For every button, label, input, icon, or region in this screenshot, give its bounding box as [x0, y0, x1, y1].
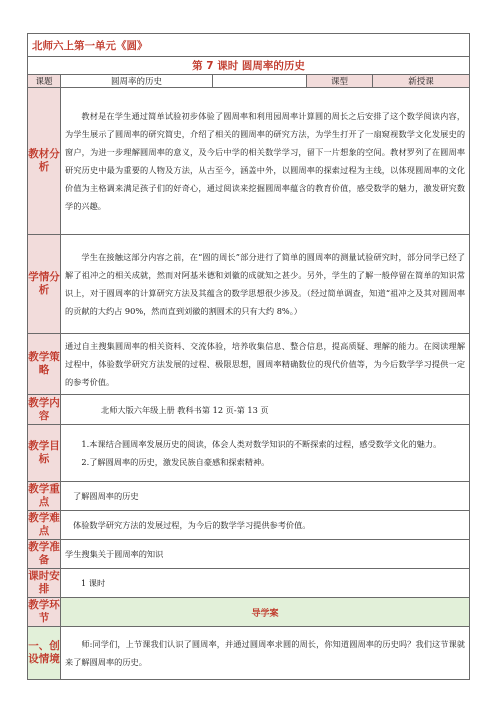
content-label: 教学内容 — [28, 395, 61, 425]
difficulties-label: 教学难点 — [28, 511, 61, 540]
preparation-label: 教学准备 — [28, 540, 61, 569]
intro-row — [28, 627, 470, 680]
content-text: 北师大版六年级上册 教科书第 12 页-第 13 页 — [61, 395, 470, 425]
preparation-row — [28, 540, 470, 569]
goals-row — [28, 425, 470, 482]
textbook-analysis-row — [28, 88, 470, 235]
key-points-text: 了解圆周率的历史 — [61, 482, 470, 511]
goals-text — [61, 425, 470, 482]
topic-value: 圆周率的历史 — [61, 75, 213, 88]
time-row — [28, 569, 470, 598]
preparation-text: 学生搜集关于圆周率的知识 — [61, 540, 470, 569]
topic-value-spacer — [213, 75, 307, 88]
textbook-analysis-text: 教材是在学生通过简单试验初步体验了圆周率和利用园周率计算圆的周长之后安排了这个数学阅读内容，为学生展示了圆周率的研究简史，介绍了相关的圆周率的研究方法，为学生打开了一扇窥视数学文化发展史的窗户，为进一步理解圆周率的意义，及今后中学的相关数学学习，留下一片想象的空间。教材罗列了在圆周率研究历史中最为重要的人物及方法，从古至今，涵盖中外，以圆周率的探索过程为主线，以体现圆周率的文化价值为主格调来满足孩子们的好奇心，通过阅读来挖掘圆周率蕴含的教育价值，感受数学的魅力，激发研究数学的兴趣。 — [61, 88, 470, 235]
goals-label: 教学目标 — [28, 425, 61, 482]
stages-label: 教学环节 — [28, 598, 61, 627]
info-row — [28, 75, 470, 88]
content-row — [28, 395, 470, 425]
strategy-text: 通过自主搜集圆周率的相关资料、交流体验，培养收集信息、整合信息，提高质疑、理解的能力。在阅读理解过程中，体验数学研究方法发展的过程、极限思想，圆周率精确数位的现代价值等，为今后数学学习提供一定的参考价值。 — [61, 334, 470, 395]
goal-item-1: 1.本课结合圆周率发展历史的阅读，体会人类对数学知识的不断探索的过程，感受数学文化的魅力。 — [81, 439, 442, 449]
student-analysis-row — [28, 235, 470, 334]
intro-text: 师:同学们，上节课我们认识了圆周率，并通过圆周率求圆的周长，你知道圆周率的历史吗？我们这节课就来了解圆周率的历史。 — [61, 627, 470, 680]
stages-row — [28, 598, 470, 627]
difficulties-text: 体验数学研究方法的发展过程，为今后的数学学习提供参考价值。 — [61, 511, 470, 540]
lesson-title-row — [28, 57, 470, 75]
goal-item-2: 2.了解圆周率的历史，激发民族自豪感和探索精神。 — [81, 457, 270, 467]
time-text: 1 课时 — [61, 569, 470, 598]
student-analysis-text: 学生在接触这部分内容之前，在“圆的周长”部分进行了简单的圆周率的测量试验研究时，部分同学已经了解了祖冲之的相关成就，然而对阿基米德和刘徽的成就知之甚少。另外，学生的了解一般停留在简单的知识常识上，对于圆周率的计算研究方法及其蕴含的数学思想很少涉及。（经过简单调查，知道“祖冲之及其对圆周率的贡献的大约占 90%，然而直到刘徽的割圆术的只有大约 8%。） — [61, 235, 470, 334]
student-analysis-label: 学情分析 — [28, 235, 61, 334]
textbook-analysis-label: 教材分析 — [28, 88, 61, 235]
type-label: 课型 — [307, 75, 373, 88]
lesson-plan-page — [27, 33, 469, 680]
difficulties-row — [28, 511, 470, 540]
key-points-row — [28, 482, 470, 511]
unit-title-row — [28, 34, 470, 57]
guide-label: 导学案 — [61, 598, 470, 627]
topic-label: 课题 — [28, 75, 61, 88]
key-points-label: 教学重点 — [28, 482, 61, 511]
lesson-title: 第 7 课时 圆周率的历史 — [28, 57, 470, 75]
type-value: 新授课 — [373, 75, 470, 88]
intro-label: 一、创设情境 — [28, 627, 61, 680]
lesson-plan-table — [27, 33, 470, 680]
unit-title: 北师六上第一单元《圆》 — [28, 34, 470, 57]
strategy-row — [28, 334, 470, 395]
time-label: 课时安排 — [28, 569, 61, 598]
strategy-label: 教学策略 — [28, 334, 61, 395]
